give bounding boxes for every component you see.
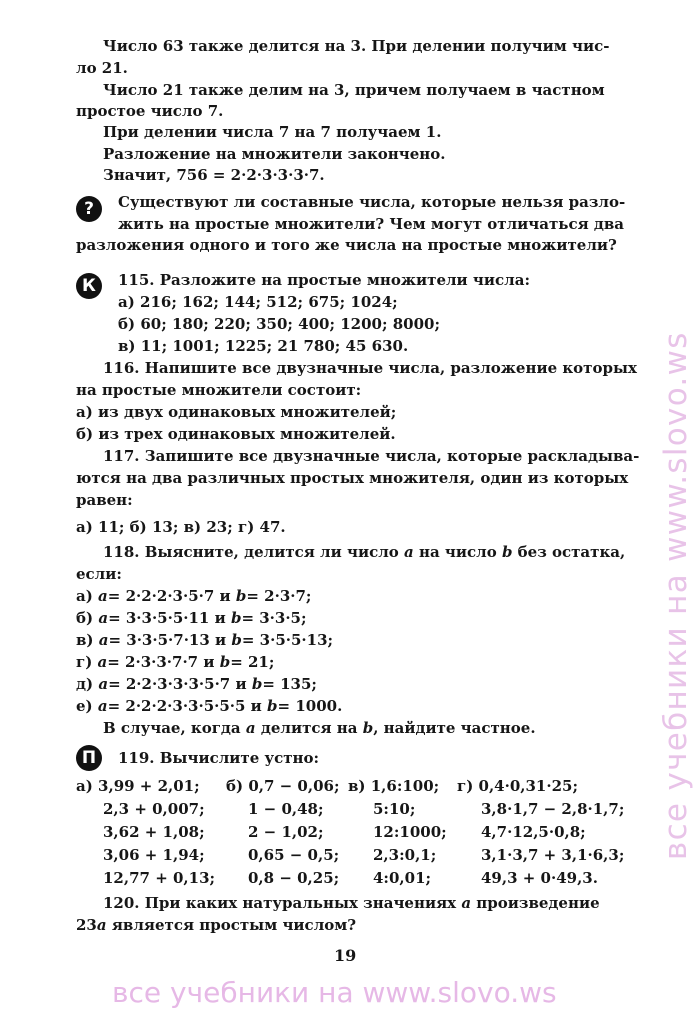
task-116-a: а) из двух одинаковых множителей;: [76, 403, 397, 421]
calc-a-3: 3,62 + 1,08;: [103, 823, 205, 841]
intro-line-3: Число 21 также делим на 3, причем получаем в частном: [103, 81, 605, 99]
calc-d-1: г) 0,4·0,31·25;: [457, 777, 578, 795]
task-118-item-e: д) a= 2·2·3·3·3·5·7 и b= 135;: [76, 675, 317, 693]
intro-line-5: При делении числа 7 на 7 получаем 1.: [103, 123, 442, 141]
task-117-line-3: равен:: [76, 491, 133, 509]
oral-badge-icon: П: [76, 745, 102, 771]
question-line-2: жить на простые множители? Чем могут отличаться два: [118, 215, 625, 233]
task-116-line-1: 116. Напишите все двузначные числа, разложение которых: [103, 359, 637, 377]
task-115-title: 115. Разложите на простые множители числа:: [118, 271, 530, 289]
intro-line-4: простое число 7.: [76, 102, 224, 120]
calc-b-1: б) 0,7 − 0,06;: [226, 777, 340, 795]
intro-line-2: ло 21.: [76, 59, 128, 77]
bottom-watermark: все учебники на www.slovo.ws: [112, 976, 557, 1009]
calc-d-5: 49,3 + 0·49,3.: [481, 869, 598, 887]
intro-line-7: Значит, 756 = 2·2·3·3·3·7.: [103, 166, 325, 184]
calc-c-3: 12:1000;: [373, 823, 447, 841]
task-117-line-1: 117. Запишите все двузначные числа, которые раскладыва-: [103, 447, 640, 465]
calc-d-2: 3,8·1,7 − 2,8·1,7;: [481, 800, 625, 818]
task-118-final: В случае, когда a делится на b, найдите частное.: [103, 719, 536, 737]
task-119-title: 119. Вычислите устно:: [118, 749, 320, 767]
task-115-a: а) 216; 162; 144; 512; 675; 1024;: [118, 293, 398, 311]
calc-d-3: 4,7·12,5·0,8;: [481, 823, 586, 841]
question-icon: ?: [76, 196, 102, 222]
task-117-line-2: ются на два различных простых множителя, один из которых: [76, 469, 629, 487]
task-118-item-f: е) a= 2·2·2·3·3·5·5·5 и b= 1000.: [76, 697, 343, 715]
calc-b-4: 0,65 − 0,5;: [248, 846, 340, 864]
task-118-item-a: а) a= 2·2·2·3·5·7 и b= 2·3·7;: [76, 587, 312, 605]
page-number: 19: [334, 946, 357, 965]
task-116-b: б) из трех одинаковых множителей.: [76, 425, 396, 443]
control-badge-icon: К: [76, 273, 102, 299]
calc-d-4: 3,1·3,7 + 3,1·6,3;: [481, 846, 625, 864]
task-118-line-1: 118. Выясните, делится ли число a на число b без остатка,: [103, 543, 626, 561]
task-116-line-2: на простые множители состоит:: [76, 381, 362, 399]
task-120-line-2: 23a является простым числом?: [76, 916, 357, 934]
intro-line-6: Разложение на множители закончено.: [103, 145, 446, 163]
task-118-item-b: б) a= 3·3·5·5·11 и b= 3·3·5;: [76, 609, 307, 627]
task-118-item-c: в) a= 3·3·5·7·13 и b= 3·5·5·13;: [76, 631, 334, 649]
calc-c-2: 5:10;: [373, 800, 416, 818]
task-118-item-d: г) a= 2·3·3·7·7 и b= 21;: [76, 653, 275, 671]
calc-b-3: 2 − 1,02;: [248, 823, 324, 841]
calc-b-5: 0,8 − 0,25;: [248, 869, 340, 887]
calc-c-5: 4:0,01;: [373, 869, 432, 887]
task-120-line-1: 120. При каких натуральных значениях a произведение: [103, 894, 600, 912]
question-line-1: Существуют ли составные числа, которые нельзя разло-: [118, 193, 626, 211]
calc-c-1: в) 1,6:100;: [348, 777, 440, 795]
side-watermark: все учебники на www.slovo.ws: [658, 331, 694, 860]
calc-b-2: 1 − 0,48;: [248, 800, 324, 818]
calc-c-4: 2,3:0,1;: [373, 846, 437, 864]
task-117-line-4: а) 11; б) 13; в) 23; г) 47.: [76, 518, 286, 536]
calc-a-4: 3,06 + 1,94;: [103, 846, 205, 864]
task-118-line-2: если:: [76, 565, 122, 583]
task-115-c: в) 11; 1001; 1225; 21 780; 45 630.: [118, 337, 409, 355]
calc-a-1: а) 3,99 + 2,01;: [76, 777, 200, 795]
calc-a-5: 12,77 + 0,13;: [103, 869, 216, 887]
question-line-3: разложения одного и того же числа на простые множители?: [76, 236, 617, 254]
task-115-b: б) 60; 180; 220; 350; 400; 1200; 8000;: [118, 315, 441, 333]
intro-line-1: Число 63 также делится на 3. При делении получим чис-: [103, 37, 610, 55]
calc-a-2: 2,3 + 0,007;: [103, 800, 205, 818]
